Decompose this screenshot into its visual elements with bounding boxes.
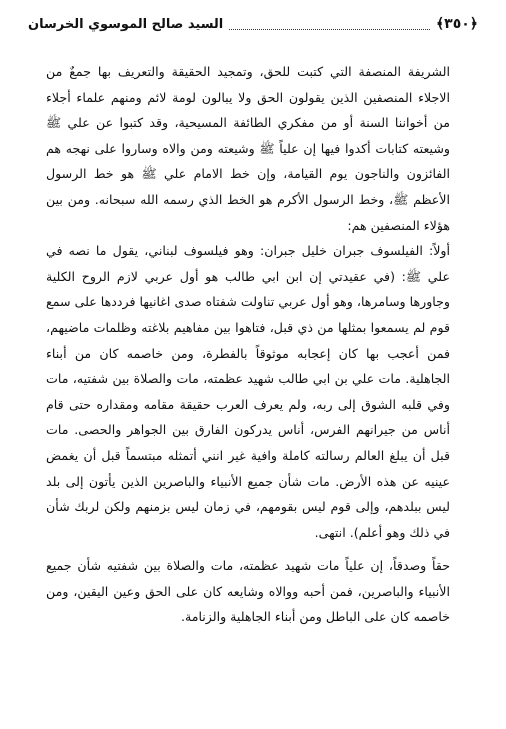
body-text [46, 59, 450, 630]
running-title: السيد صالح الموسوي الخرسان [28, 16, 224, 32]
paragraph-spacer [46, 545, 450, 553]
header-dotted-leader [229, 19, 430, 30]
page-header [28, 10, 478, 38]
paragraph: الشريفة المنصفة التي كتبت للحق، وتمجيد الحقيقة والتعريف بها جمعٌ من الاجلاء المنصفين الذين يقولون الحق ولا يبالون لومة لائم ومنهم علماء أجلاء من أخواننا السنة أو من مفكري الطائفة المسيحية، وقد كتبوا عن علي ﷺ وشيعته كتابات أكدوا فيها إن علياً ﷺ وشيعته ومن والاه وساروا على نهجه هم الفائزون والناجون يوم القيامة، وإن خط الامام علي ﷺ هو خط الرسول الأعظم ﷺ، وخط الرسول الأكرم هو الخط الذي رسمه الله سبحانه. ومن بين هؤلاء المنصفين هم: [46, 64, 450, 233]
paragraph: أولاً: الفيلسوف جبران خليل جبران: وهو فيلسوف لبناني، يقول ما نصه في علي ﷺ: (في عقيدتي إن ابن ابي طالب هو أول عربي لازم الروح الكلية وجاورها وسامرها، وهو أول عربي تناولت شفتاه صدى اغانيها فرددها على سمع قوم لم يسمعوا بمثلها من ذي قبل، فتاهوا بين مفاهيم بلاغته وظلمات ماضيهم، فمن أعجب بها كان إعجابه موثوقاً بالفطرة، ومن خاصمه كان من أبناء الجاهلية. مات علي بن ابي طالب شهيد عظمته، مات والصلاة بين شفتيه، مات وفي قلبه الشوق إلى ربه، ولم يعرف العرب حقيقة مقامه ومقداره حتى قام أناس من جيرانهم الفرس، أناس يدركون الفارق بين الجواهر والحصى. مات قبل أن يبلغ العالم رسالته كاملة وافية غير انني أتمثله مبتسماً قبل أن يغمض عينيه عن هذه الأرض. مات شأن جميع الأنبياء والباصرين الذين يأتون إلى بلد ليس ببلدهم، وإلى قوم ليس بقومهم، في زمان ليس بزمنهم ولكن لربك شأن في ذلك وهو أعلم). انتهى. [46, 243, 450, 540]
page-number: ﴿٣٥٠﴾ [435, 16, 478, 32]
paragraph: حقاً وصدقاً، إن علياً مات شهيد عظمته، مات والصلاة بين شفتيه شأن جميع الأنبياء والباصرين، فمن أحبه ووالاه وشايعه كان على الحق وعين اليقين، ومن خاصمه كان على الباطل ومن أبناء الجاهلية والزنامة. [46, 558, 450, 625]
